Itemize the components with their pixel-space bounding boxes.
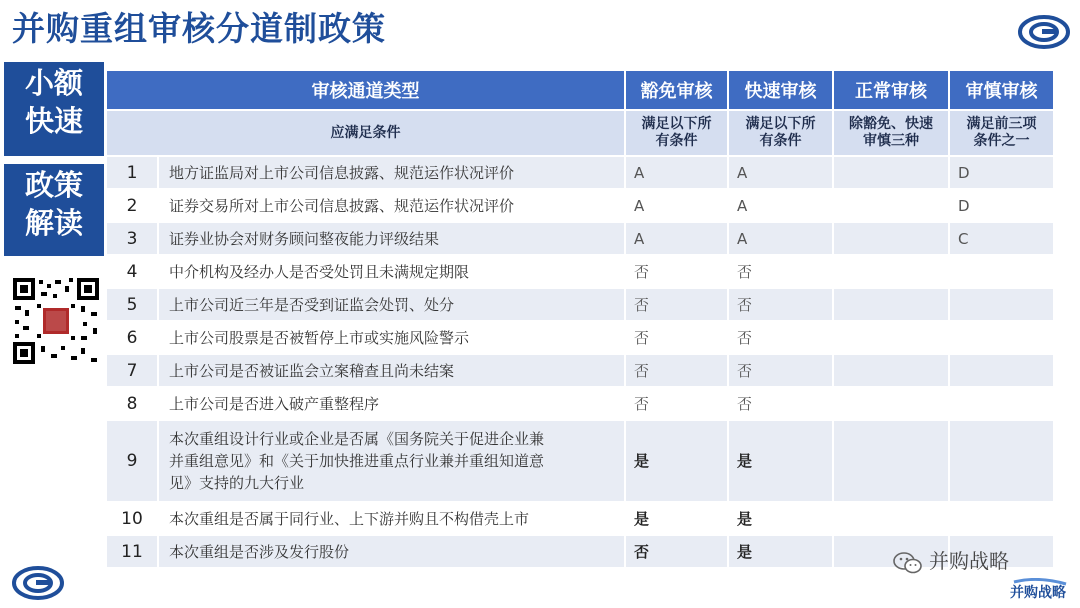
cell-exempt: A: [626, 223, 729, 256]
sidebar-label-policy: [4, 164, 104, 256]
row-number: 9: [107, 421, 159, 503]
cell-prudent: [950, 256, 1055, 289]
cell-prudent: [950, 289, 1055, 322]
column-header-exempt: 豁免审核: [626, 71, 729, 111]
subheader-fast: [729, 111, 834, 157]
subheader-line: 满足前三项: [966, 116, 1037, 132]
cell-normal: [834, 223, 950, 256]
cell-fast: 否: [729, 289, 834, 322]
subheader-line: 有条件: [655, 133, 698, 149]
column-header-prudent: 审慎审核: [950, 71, 1055, 111]
table-row: [107, 289, 1055, 322]
qr-code-icon: [11, 276, 101, 366]
row-number: 1: [107, 157, 159, 190]
table-row: [107, 503, 1055, 536]
cell-normal: [834, 190, 950, 223]
cell-prudent: [950, 503, 1055, 536]
subheader-line: 条件之一: [973, 133, 1030, 149]
table-row: [107, 322, 1055, 355]
company-logo-icon: [12, 566, 64, 600]
subheader-line: 审慎三种: [863, 133, 919, 149]
row-condition: 本次重组是否涉及发行股份: [159, 536, 626, 569]
cell-normal: [834, 322, 950, 355]
cell-exempt: A: [626, 190, 729, 223]
cell-prudent: D: [950, 157, 1055, 190]
cell-exempt: 否: [626, 289, 729, 322]
cell-prudent: [950, 322, 1055, 355]
subheader-line: 满足以下所: [641, 116, 712, 132]
cell-fast: 否: [729, 322, 834, 355]
wechat-watermark: [893, 545, 1009, 575]
row-condition: [159, 421, 626, 503]
cell-prudent: D: [950, 190, 1055, 223]
cell-exempt: A: [626, 157, 729, 190]
cell-normal: [834, 289, 950, 322]
row-condition: 中介机构及经办人是否受处罚且未满规定期限: [159, 256, 626, 289]
row-condition: 本次重组是否属于同行业、上下游并购且不构借壳上市: [159, 503, 626, 536]
row-number: 11: [107, 536, 159, 569]
row-condition: 上市公司股票是否被暂停上市或实施风险警示: [159, 322, 626, 355]
cell-fast: 否: [729, 256, 834, 289]
subheader-conditions: 应满足条件: [107, 111, 626, 157]
sidebar-label-line: 解读: [24, 206, 83, 240]
cell-exempt: 否: [626, 536, 729, 569]
condition-line: 并重组意见》和《关于加快推进重点行业兼并重组知道意: [169, 452, 545, 470]
row-number: 4: [107, 256, 159, 289]
cell-normal: [834, 157, 950, 190]
cell-exempt: 否: [626, 355, 729, 388]
subheader-line: 满足以下所: [745, 116, 816, 132]
cell-fast: A: [729, 223, 834, 256]
wechat-icon: [893, 551, 923, 575]
subheader-normal: [834, 111, 950, 157]
sidebar-label-line: 快速: [24, 104, 83, 138]
cell-normal: [834, 256, 950, 289]
sidebar-label-line: 政策: [24, 168, 83, 202]
subheader-exempt: [626, 111, 729, 157]
cell-fast: 是: [729, 503, 834, 536]
row-number: 3: [107, 223, 159, 256]
cell-exempt: 是: [626, 503, 729, 536]
cell-fast: 否: [729, 355, 834, 388]
cell-normal: [834, 503, 950, 536]
cell-exempt: 否: [626, 388, 729, 421]
cell-prudent: C: [950, 223, 1055, 256]
table-row: [107, 421, 1055, 503]
cell-normal: [834, 421, 950, 503]
brand-logo-text: 并购战略: [1010, 585, 1066, 601]
row-number: 10: [107, 503, 159, 536]
cell-fast: A: [729, 157, 834, 190]
row-number: 2: [107, 190, 159, 223]
cell-exempt: 否: [626, 322, 729, 355]
table-row: [107, 388, 1055, 421]
table-row: [107, 256, 1055, 289]
subheader-line: 有条件: [759, 133, 802, 149]
column-header-channel-type: 审核通道类型: [107, 71, 626, 111]
review-policy-table: [107, 71, 1055, 569]
page-title: 并购重组审核分道制政策: [12, 9, 386, 48]
column-header-fast: 快速审核: [729, 71, 834, 111]
cell-normal: [834, 388, 950, 421]
sidebar-label-line: 小额: [24, 66, 83, 100]
table-row: [107, 190, 1055, 223]
row-condition: 地方证监局对上市公司信息披露、规范运作状况评价: [159, 157, 626, 190]
table-subheader-row: [107, 111, 1055, 157]
subheader-prudent: [950, 111, 1055, 157]
cell-prudent: [950, 388, 1055, 421]
table-header-row: [107, 71, 1055, 111]
wechat-account-name: 并购战略: [929, 549, 1009, 573]
condition-line: 见》支持的九大行业: [169, 474, 305, 492]
row-condition: 上市公司是否被证监会立案稽查且尚未结案: [159, 355, 626, 388]
cell-fast: 否: [729, 388, 834, 421]
cell-exempt: 是: [626, 421, 729, 503]
column-header-normal: 正常审核: [834, 71, 950, 111]
row-number: 8: [107, 388, 159, 421]
row-condition: 证券交易所对上市公司信息披露、规范运作状况评价: [159, 190, 626, 223]
table-row: [107, 355, 1055, 388]
row-condition: 证券业协会对财务顾问整夜能力评级结果: [159, 223, 626, 256]
row-condition: 上市公司近三年是否受到证监会处罚、处分: [159, 289, 626, 322]
cell-fast: 是: [729, 536, 834, 569]
company-logo-icon: [1018, 15, 1070, 49]
row-number: 6: [107, 322, 159, 355]
cell-exempt: 否: [626, 256, 729, 289]
row-number: 7: [107, 355, 159, 388]
cell-fast: A: [729, 190, 834, 223]
cell-normal: [834, 355, 950, 388]
condition-line: 本次重组设计行业或企业是否属《国务院关于促进企业兼: [169, 430, 545, 448]
subheader-line: 除豁免、快速: [849, 116, 933, 132]
row-condition: 上市公司是否进入破产重整程序: [159, 388, 626, 421]
cell-prudent: [950, 421, 1055, 503]
row-number: 5: [107, 289, 159, 322]
cell-fast: 是: [729, 421, 834, 503]
sidebar-label-small-fast: [4, 62, 104, 156]
table-row: [107, 157, 1055, 190]
table-row: [107, 223, 1055, 256]
cell-prudent: [950, 355, 1055, 388]
